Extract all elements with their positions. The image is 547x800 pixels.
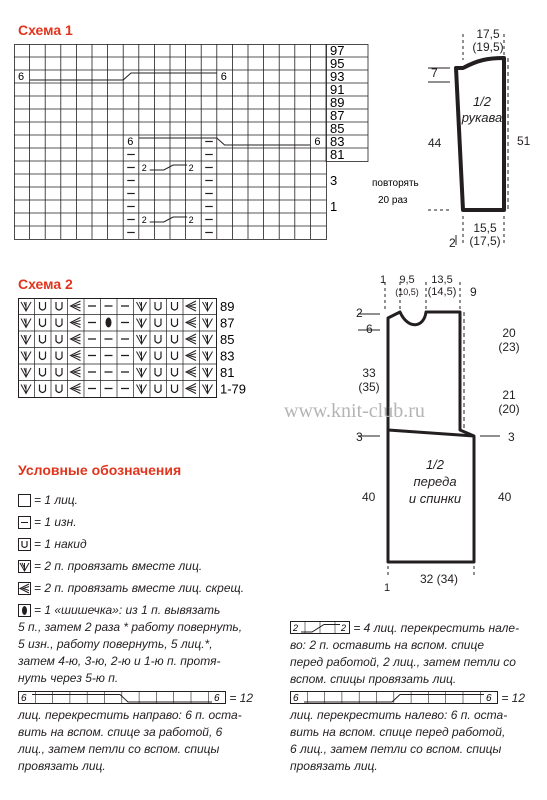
cross-label: 2 — [141, 163, 147, 173]
yarnover-mark — [155, 302, 161, 310]
cable-line — [150, 165, 187, 170]
scheme1-row-number: 87 — [330, 108, 345, 123]
yarnover-mark — [155, 368, 161, 376]
yarnover-mark — [40, 319, 46, 327]
scheme1-row-number: 97 — [330, 43, 345, 58]
body-top-9-5-alt: (10,5) — [395, 287, 419, 297]
sleeve-left-top: 7 — [431, 66, 438, 80]
scheme1-repeat-note: повторять — [372, 178, 419, 189]
scheme2-row-number: 1-79 — [220, 381, 247, 397]
yarnover-mark — [56, 385, 62, 393]
body-top-1: 1 — [380, 274, 387, 286]
sleeve-bottom-width: 15,5 — [473, 221, 497, 235]
yarnover-mark — [56, 352, 62, 360]
yarnover-mark — [172, 302, 178, 310]
k2tog-tbl-mark — [186, 301, 196, 311]
k2tog-tbl-mark — [71, 384, 81, 394]
body-label-3: и спинки — [408, 491, 462, 506]
body-top-9-5: 9,5 — [399, 274, 415, 286]
purl-symbol-icon — [18, 516, 31, 529]
scheme1-row-number: 3 — [330, 173, 338, 188]
cross-label: 2 — [188, 215, 194, 225]
scheme1-row-number: 85 — [330, 121, 345, 136]
legend-item-k2tog: = 2 п. провязать вместе лиц. — [18, 558, 244, 580]
k2tog-mark — [203, 368, 213, 377]
sleeve-right-height: 51 — [517, 134, 531, 148]
yarnover-mark — [172, 352, 178, 360]
body-left-2: 2 — [356, 306, 363, 320]
k2tog-tbl-mark — [186, 384, 196, 394]
legend-cross12-left: 6 6 = 12 лиц. перекрестить налево: 6 п. оста- вить на вспом. спице перед работой, 6 лиц., затем петли со вспом. спицы провязать лиц. — [290, 691, 526, 773]
body-bottom-1: 1 — [384, 582, 391, 594]
scheme2-row-number: 85 — [220, 332, 235, 347]
body-bottom-width: 32 (34) — [420, 572, 459, 586]
yarnover-mark — [155, 385, 161, 393]
body-left-40: 40 — [362, 490, 376, 504]
k2tog-mark — [21, 368, 31, 377]
yarnover-mark — [40, 302, 46, 310]
legend-item-yarnover: = 1 накид — [18, 536, 244, 558]
legend-item-k2tog-tbl: = 2 п. провязать вместе лиц. скрещ. — [18, 580, 244, 602]
symbol-label-2: 2 — [293, 623, 299, 633]
legend-list — [18, 492, 244, 602]
body-top-13-5-alt: (14,5) — [427, 286, 457, 298]
body-top-9: 9 — [470, 285, 477, 299]
k2tog-mark — [203, 319, 213, 328]
yarnover-mark — [155, 352, 161, 360]
body-right-20: 20 — [502, 326, 516, 340]
legend-bobble: = 1 «шишечка»: из 1 п. вывязать 5 п., затем 2 раза * работу повернуть, 5 изн., работу повернуть, 5 лиц.*, затем 4-ю, 3-ю, 2-ю и 1-ю п. протя- нуть через 5-ю п. — [18, 603, 243, 685]
symbol-label-2b: 2 — [341, 623, 347, 633]
scheme1-row-number: 93 — [330, 69, 345, 84]
body-label-2: переда — [413, 474, 457, 489]
sleeve-left-height: 44 — [428, 136, 442, 150]
cross-label: 6 — [314, 136, 321, 148]
yarnover-mark — [40, 385, 46, 393]
scheme1-row-number: 83 — [330, 134, 345, 149]
k2tog-tbl-mark — [71, 301, 81, 311]
scheme2-row-number: 81 — [220, 365, 235, 380]
yarnover-mark — [155, 335, 161, 343]
yarnover-mark — [172, 335, 178, 343]
yarnover-mark — [172, 319, 178, 327]
sleeve-top-width-alt: (19,5) — [472, 40, 504, 54]
k2tog-mark — [203, 302, 213, 311]
body-left-33-alt: (35) — [358, 380, 380, 394]
k2tog-mark — [137, 385, 147, 394]
k2tog-tbl-mark — [71, 334, 81, 344]
scheme1-row-number: 89 — [330, 95, 345, 110]
k2tog-tbl-mark — [186, 318, 196, 328]
scheme2-title: Схема 2 — [18, 276, 73, 292]
sleeve-top-width: 17,5 — [476, 27, 500, 41]
sleeve-label-2: рукава — [461, 110, 503, 125]
watermark: www.knit-club.ru — [284, 400, 425, 422]
sleeve-bottom-left: 2 — [449, 236, 456, 250]
yarnover-mark — [56, 302, 62, 310]
scheme2-row-number: 87 — [220, 315, 235, 331]
body-top-13-5: 13,5 — [431, 274, 453, 286]
yarnover-mark — [56, 319, 62, 327]
cross-label: 6 — [220, 71, 227, 83]
scheme1-chart — [14, 43, 419, 244]
symbol-label-6d: 6 — [486, 693, 492, 704]
symbol-label-6: 6 — [21, 693, 27, 704]
bobble-mark — [106, 318, 112, 328]
yarnover-mark — [40, 335, 46, 343]
cross-label: 2 — [141, 215, 147, 225]
scheme2-row-number: 89 — [220, 299, 235, 314]
k2tog-mark — [203, 385, 213, 394]
k2tog-mark — [137, 319, 147, 328]
k2tog-mark — [203, 335, 213, 344]
cable-line — [150, 217, 187, 222]
yarnover-mark — [40, 352, 46, 360]
body-right-20-alt: (23) — [498, 340, 520, 354]
bobble-symbol-icon — [18, 604, 31, 617]
scheme2-row-number: 83 — [220, 348, 235, 364]
body-diagram — [350, 270, 547, 580]
yarnover-mark — [172, 368, 178, 376]
yarnover-symbol-icon — [18, 538, 31, 551]
cross4-left-symbol-icon — [290, 621, 350, 634]
k2tog-mark — [203, 352, 213, 361]
body-right-40: 40 — [498, 490, 512, 504]
body-label-1: 1/2 — [425, 457, 445, 472]
body-left-33: 33 — [362, 366, 376, 380]
sleeve-label-1: 1/2 — [472, 94, 492, 109]
cable-line — [139, 138, 311, 145]
yarnover-mark — [155, 319, 161, 327]
k2tog-tbl-mark — [186, 367, 196, 377]
cross-label: 6 — [18, 71, 25, 83]
scheme1-title: Схема 1 — [18, 22, 73, 38]
k2tog-mark — [137, 302, 147, 311]
legend-title: Условные обозначения — [18, 462, 182, 478]
yarnover-mark — [56, 368, 62, 376]
k2tog-mark — [137, 335, 147, 344]
legend-item-purl: = 1 изн. — [18, 514, 244, 536]
body-right-21: 21 — [502, 388, 516, 402]
k2tog-tbl-symbol-icon — [18, 582, 31, 595]
legend-item-knit: = 1 лиц. — [18, 492, 244, 514]
knit-symbol-icon — [18, 494, 31, 507]
cross12-left-symbol-icon — [290, 691, 498, 704]
legend-cross12-right: 6 6 = 12 лиц. перекрестить направо: 6 п. оста- вить на вспом. спице за работой, 6 лиц., затем петли со вспом. спицы провязать лиц. — [18, 691, 254, 773]
symbol-label-6b: 6 — [214, 693, 220, 704]
scheme1-row-number: 81 — [330, 147, 345, 162]
scheme1-row-number: 1 — [330, 199, 338, 214]
yarnover-mark — [40, 368, 46, 376]
k2tog-symbol-icon — [18, 560, 31, 573]
body-right-21-alt: (20) — [498, 402, 520, 416]
k2tog-mark — [21, 385, 31, 394]
scheme1-row-number: 95 — [330, 56, 345, 71]
scheme2-chart — [18, 298, 268, 410]
symbol-label-6c: 6 — [293, 693, 299, 704]
k2tog-tbl-mark — [71, 351, 81, 361]
body-right-3: 3 — [508, 430, 515, 444]
k2tog-mark — [21, 335, 31, 344]
k2tog-tbl-mark — [71, 367, 81, 377]
k2tog-tbl-mark — [186, 334, 196, 344]
body-left-6: 6 — [366, 322, 373, 336]
yarnover-mark — [172, 385, 178, 393]
scheme1-row-number: 91 — [330, 82, 345, 97]
k2tog-mark — [21, 302, 31, 311]
k2tog-tbl-mark — [186, 351, 196, 361]
cross-label: 6 — [127, 136, 134, 148]
cross12-right-symbol-icon — [18, 691, 226, 704]
legend-cross4-left: 2 2 = 4 лиц. перекрестить нале- во: 2 п. оставить на вспом. спице перед работой, 2 лиц., затем петли со вспом. спицы провязать лиц. — [290, 621, 520, 686]
body-left-3: 3 — [356, 430, 363, 444]
k2tog-mark — [21, 352, 31, 361]
k2tog-mark — [21, 319, 31, 328]
k2tog-mark — [137, 352, 147, 361]
k2tog-mark — [137, 368, 147, 377]
scheme1-repeat-note-2: 20 раз — [378, 195, 408, 206]
cross-label: 2 — [188, 163, 194, 173]
sleeve-bottom-width-alt: (17,5) — [469, 234, 501, 248]
yarnover-mark — [56, 335, 62, 343]
k2tog-tbl-mark — [71, 318, 81, 328]
